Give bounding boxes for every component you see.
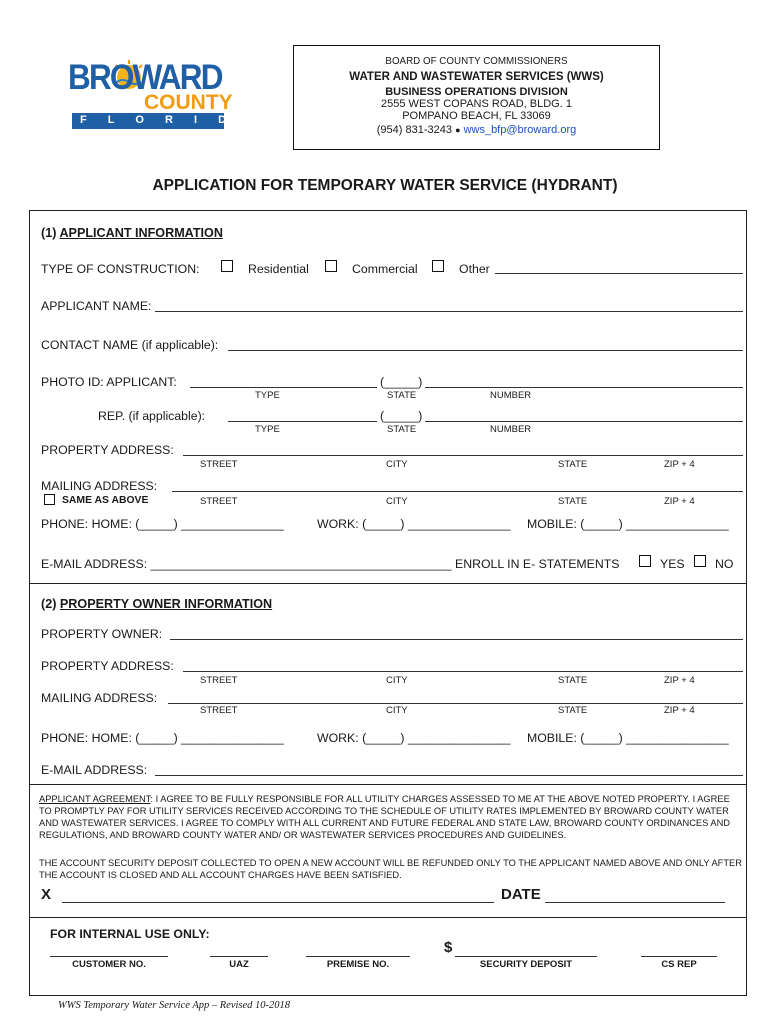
date-label: DATE xyxy=(501,886,541,903)
cs-rep-field[interactable] xyxy=(641,956,717,957)
broward-county-logo xyxy=(66,58,264,132)
owner-field[interactable] xyxy=(170,639,743,640)
applicant-name-field[interactable] xyxy=(155,311,743,312)
logo-florida: F L O R I D A xyxy=(80,114,264,126)
cs-rep-label: CS REP xyxy=(661,959,697,970)
enroll-yes-label: YES xyxy=(660,557,685,571)
sub-state: STATE xyxy=(387,390,417,401)
sub-number: NUMBER xyxy=(490,424,532,435)
residential-label: Residential xyxy=(248,262,309,276)
enroll-yes-checkbox[interactable] xyxy=(639,555,651,567)
sub-number: NUMBER xyxy=(490,390,532,401)
section2-title: PROPERTY OWNER INFORMATION xyxy=(59,597,273,611)
header-city: POMPANO BEACH, FL 33069 xyxy=(402,110,551,122)
footer-revision: WWS Temporary Water Service App – Revised 10-2018 xyxy=(58,1000,291,1011)
section1-title: APPLICANT INFORMATION xyxy=(59,226,223,240)
section1-number: (1) xyxy=(41,226,57,240)
property-address-label: PROPERTY ADDRESS: xyxy=(41,443,174,457)
section-divider xyxy=(29,583,747,584)
owner-label: PROPERTY OWNER: xyxy=(41,627,163,641)
sub-state: STATE xyxy=(558,705,588,716)
sub-zip: ZIP + 4 xyxy=(664,496,695,507)
email-field[interactable]: E-MAIL ADDRESS: ____________________________________________ xyxy=(41,557,452,571)
security-deposit-label: SECURITY DEPOSIT xyxy=(479,959,573,970)
rep-label: REP. (if applicable): xyxy=(98,409,206,423)
mailing-address-label: MAILING ADDRESS: xyxy=(41,479,158,493)
owner-mailing-address-label: MAILING ADDRESS: xyxy=(41,691,158,705)
photo-id-label: PHOTO ID: APPLICANT: xyxy=(41,375,177,389)
sub-state: STATE xyxy=(558,496,588,507)
sub-type: TYPE xyxy=(255,390,280,401)
deposit-text: THE ACCOUNT SECURITY DEPOSIT COLLECTED TO OPEN A NEW ACCOUNT WILL BE REFUNDED ONLY TO THE APPLICANT NAMED ABOVE AND ONLY AFTER THE ACCOUNT IS CLOSED AND ALL ACCOUNT CHARGES HAVE BEEN SATISFIED. xyxy=(39,858,742,880)
logo-broward: BROWARD xyxy=(68,58,222,97)
photo-id-number-field[interactable] xyxy=(425,387,743,388)
section1-heading xyxy=(41,226,223,240)
other-label: Other xyxy=(459,262,490,276)
logo-county: COUNTY xyxy=(144,91,233,114)
owner-email-field[interactable] xyxy=(155,775,743,776)
sub-state: STATE xyxy=(558,459,588,470)
type-label: TYPE OF CONSTRUCTION: xyxy=(41,262,200,276)
dollar-sign: $ xyxy=(444,939,453,956)
contact-name-label: CONTACT NAME (if applicable): xyxy=(41,338,219,352)
other-checkbox[interactable] xyxy=(432,260,444,272)
other-field[interactable] xyxy=(495,273,743,274)
rep-state-field[interactable]: (_____) xyxy=(380,409,423,423)
agreement-text xyxy=(39,793,743,841)
owner-phone-home-field[interactable]: PHONE: HOME: (_____) _______________ xyxy=(41,731,284,745)
same-as-above-label: SAME AS ABOVE xyxy=(62,495,149,506)
same-as-above-checkbox[interactable] xyxy=(44,494,55,505)
sub-city: CITY xyxy=(386,496,408,507)
header-email-link[interactable]: wws_bfp@broward.org xyxy=(463,124,577,136)
signature-x: X xyxy=(41,886,52,903)
owner-mailing-address-field[interactable] xyxy=(168,703,743,704)
owner-property-address-label: PROPERTY ADDRESS: xyxy=(41,659,174,673)
phone-work-field[interactable]: WORK: (_____) _______________ xyxy=(317,517,511,531)
sub-type: TYPE xyxy=(255,424,280,435)
sub-zip: ZIP + 4 xyxy=(664,675,695,686)
agency-header xyxy=(293,45,660,150)
agreement-body: : I AGREE TO BE FULLY RESPONSIBLE FOR ALL UTILITY CHARGES ASSESSED TO ME AT THE ABOVE NOTED PROPERTY. I AGREE TO PROMPTLY PAY FOR UTILITY SERVICES RECEIVED ACCORDING TO THE SCHEDULE OF UTILITY RATES IMPLEMENTED BY BROWARD COUNTY WATER AND WASTEWATER SERVICES. I AGREE TO COMPLY WITH ALL CURRENT AND FUTURE FEDERAL AND STATE LAW, BROWARD COUNTY ORDINANCES AND REGULATIONS, AND BROWARD COUNTY WATER AND/ OR WASTEWATER SERVICES PROCEDURES AND GUIDELINES. xyxy=(39,794,731,840)
uaz-field[interactable] xyxy=(210,956,268,957)
enroll-no-label: NO xyxy=(715,557,734,571)
sub-city: CITY xyxy=(386,459,408,470)
sub-street: STREET xyxy=(200,459,238,470)
owner-property-address-field[interactable] xyxy=(183,671,743,672)
internal-heading: FOR INTERNAL USE ONLY: xyxy=(50,927,210,941)
rep-type-field[interactable] xyxy=(228,421,377,422)
header-board: BOARD OF COUNTY COMMISSIONERS xyxy=(385,56,568,67)
customer-no-field[interactable] xyxy=(50,956,168,957)
commercial-checkbox[interactable] xyxy=(325,260,337,272)
signature-field[interactable] xyxy=(62,902,494,903)
owner-phone-mobile-field[interactable]: MOBILE: (_____) _______________ xyxy=(527,731,729,745)
enroll-label: ENROLL IN E- STATEMENTS xyxy=(455,557,620,571)
bullet: ● xyxy=(455,125,461,135)
header-street: 2555 WEST COPANS ROAD, BLDG. 1 xyxy=(381,98,572,110)
page-title: APPLICATION FOR TEMPORARY WATER SERVICE (HYDRANT) xyxy=(152,177,618,194)
commercial-label: Commercial xyxy=(352,262,418,276)
customer-no-label: CUSTOMER NO. xyxy=(72,959,146,970)
premise-no-field[interactable] xyxy=(306,956,410,957)
photo-id-type-field[interactable] xyxy=(190,387,377,388)
phone-home-field[interactable]: PHONE: HOME: (_____) _______________ xyxy=(41,517,284,531)
residential-checkbox[interactable] xyxy=(221,260,233,272)
owner-phone-work-field[interactable]: WORK: (_____) _______________ xyxy=(317,731,511,745)
header-wws: WATER AND WASTEWATER SERVICES (WWS) xyxy=(349,71,604,83)
contact-name-field[interactable] xyxy=(228,350,743,351)
mailing-address-field[interactable] xyxy=(172,491,743,492)
section-divider xyxy=(29,917,747,918)
enroll-no-checkbox[interactable] xyxy=(694,555,706,567)
sub-zip: ZIP + 4 xyxy=(664,459,695,470)
phone-mobile-field[interactable]: MOBILE: (_____) _______________ xyxy=(527,517,729,531)
header-phone: (954) 831-3243 xyxy=(376,124,452,136)
sub-street: STREET xyxy=(200,496,238,507)
owner-email-label: E-MAIL ADDRESS: xyxy=(41,763,148,777)
premise-no-label: PREMISE NO. xyxy=(326,959,390,970)
sub-state: STATE xyxy=(558,675,588,686)
sub-city: CITY xyxy=(386,705,408,716)
section-divider xyxy=(29,784,747,785)
sub-zip: ZIP + 4 xyxy=(664,705,695,716)
sub-street: STREET xyxy=(200,675,238,686)
section2-heading xyxy=(41,597,272,611)
sub-state: STATE xyxy=(387,424,417,435)
sub-city: CITY xyxy=(386,675,408,686)
applicant-name-label: APPLICANT NAME: xyxy=(41,299,152,313)
header-contact xyxy=(294,124,659,136)
photo-id-state-field[interactable]: (_____) xyxy=(380,375,423,389)
property-address-field[interactable] xyxy=(183,455,743,456)
uaz-label: UAZ xyxy=(229,959,249,970)
date-field[interactable] xyxy=(545,902,725,903)
header-division: BUSINESS OPERATIONS DIVISION xyxy=(385,86,568,98)
agreement-label: APPLICANT AGREEMENT xyxy=(39,794,151,804)
security-deposit-field[interactable] xyxy=(455,956,597,957)
rep-number-field[interactable] xyxy=(425,421,743,422)
section2-number: (2) xyxy=(41,597,57,611)
sub-street: STREET xyxy=(200,705,238,716)
